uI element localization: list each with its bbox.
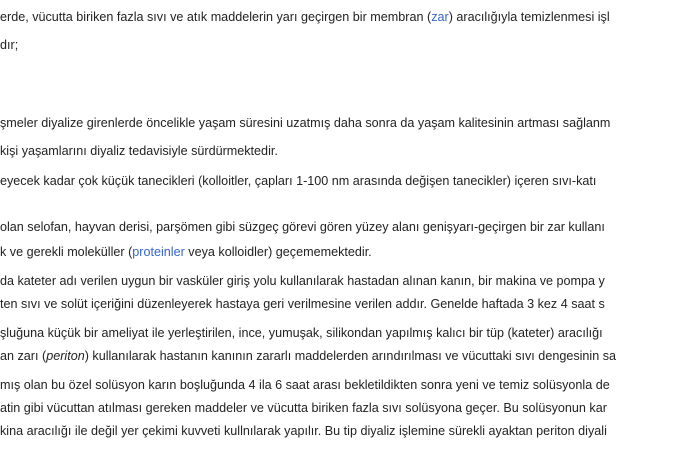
text-span: mış olan bu özel solüsyon karın boşluğunda 4 ila 6 saat arası bekletildikten sonra yeni ve temiz solüsyonla de — [0, 378, 610, 392]
text-span: olan selofan, hayvan derisi, parşömen gibi süzgeç görevi gören yüzey alanı genişyarı-geçirgen bir zar kullanı — [0, 220, 605, 234]
paragraph-5-line-2 — [0, 296, 605, 312]
text-span: atin gibi vücuttan atılması gereken maddeler ve vücutta biriken fazla sıvı solüsyona geçer. Bu solüsyonun kar — [0, 401, 607, 415]
italic-term-periton: periton — [46, 349, 85, 363]
paragraph-7-line-1 — [0, 377, 610, 393]
text-span: dır; — [0, 38, 19, 52]
paragraph-4-line-1 — [0, 219, 605, 235]
paragraph-3-line-1 — [0, 173, 596, 189]
paragraph-1-line-1 — [0, 9, 610, 25]
paragraph-2-line-1 — [0, 115, 610, 131]
link-zar[interactable]: zar — [431, 10, 449, 24]
text-span: veya kolloidler) geçememektedir. — [184, 245, 372, 259]
paragraph-4-line-2 — [0, 244, 372, 260]
text-span: k ve gerekli moleküller ( — [0, 245, 133, 259]
paragraph-7-line-3 — [0, 423, 607, 439]
text-span: erde, vücutta biriken fazla sıvı ve atık maddelerin yarı geçirgen bir membran ( — [0, 10, 432, 24]
text-span: kişi yaşamlarını diyaliz tedavisiyle sürdürmektedir. — [0, 144, 278, 158]
paragraph-2-line-2 — [0, 143, 278, 159]
paragraph-5-line-1 — [0, 273, 605, 289]
paragraph-6-line-2 — [0, 348, 616, 364]
text-span: da kateter adı verilen uygun bir vasküler giriş yolu kullanılarak hastadan alınan kanın, bir makina ve pompa y — [0, 274, 605, 288]
text-span: kina aracılığı ile değil yer çekimi kuvveti kullnılarak yapılır. Bu tip diyaliz işlemine sürekli ayaktan periton diyali — [0, 424, 607, 438]
text-span: şluğuna küçük bir ameliyat ile yerleştirilen, ince, yumuşak, silikondan yapılmış kalıcı bir tüp (kateter) aracılığı — [0, 326, 603, 340]
paragraph-7-line-2 — [0, 400, 607, 416]
text-span: ) kullanılarak hastanın kanının zararlı maddelerden arındırılması ve vücuttaki sıvı dengesinin sa — [84, 349, 617, 363]
link-proteinler[interactable]: proteinler — [132, 245, 185, 259]
text-span: eyecek kadar çok küçük tanecikleri (kolloitler, çapları 1-100 nm arasında değişen tanecikler) içeren sıvı-katı — [0, 174, 597, 188]
text-span: ) aracılığıyla temizlenmesi işl — [448, 10, 610, 24]
text-span: ten sıvı ve solüt içeriğini düzenleyerek hastaya geri verilmesine verilen addır. Genelde haftada 3 kez 4 saat s — [0, 297, 605, 311]
paragraph-1-line-2 — [0, 37, 18, 53]
text-span: şmeler diyalize girenlerde öncelikle yaşam süresini uzatmış daha sonra da yaşam kalitesinin artması sağlanm — [0, 116, 611, 130]
text-span: an zarı ( — [0, 349, 47, 363]
paragraph-6-line-1 — [0, 325, 603, 341]
